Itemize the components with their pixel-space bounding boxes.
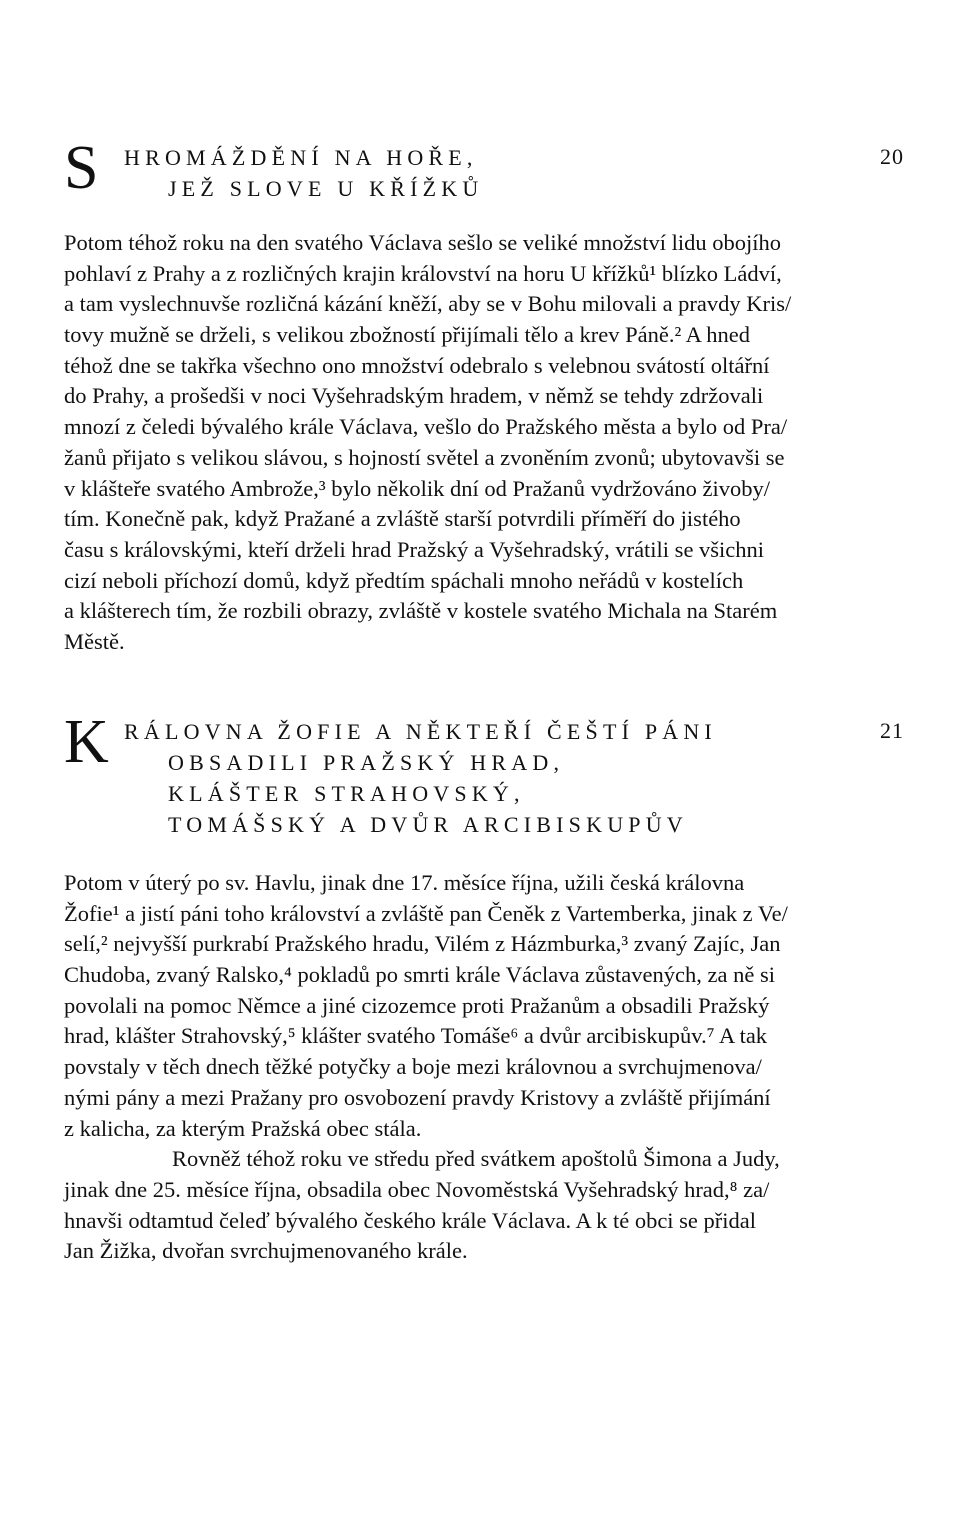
text-line: mnozí z čeledi bývalého krále Václava, vešlo do Pražského města a bylo od Pra/	[64, 414, 788, 440]
chapter-number: 20	[880, 144, 904, 169]
text-line: hrad, klášter Strahovský,⁵ klášter svatého Tomáše⁶ a dvůr arcibiskupův.⁷ A tak	[64, 1023, 768, 1049]
text-line: tovy mužně se drželi, s velikou zbožností přijímali tělo a krev Páně.² A hned	[64, 322, 750, 348]
chapter-title-line: TOMÁŠSKÝ A DVŮR ARCIBISKUPŮV	[168, 812, 688, 837]
text-line: žanů přijato s velikou slávou, s hojností světel a zvoněním zvonů; ubytovavši se	[64, 444, 785, 470]
text-line: do Prahy, a prošedši v noci Vyšehradským hradem, v němž se tehdy zdržovali	[64, 383, 764, 409]
text-line: Potom v úterý po sv. Havlu, jinak dne 17. měsíce října, užili česká královna	[64, 870, 745, 895]
chapter-title-line: RÁLOVNA ŽOFIE A NĚKTEŘÍ ČEŠTÍ PÁNI	[124, 719, 717, 744]
text-line: povolali na pomoc Němce a jiné cizozemce proti Pražanům a obsadili Pražský	[64, 992, 770, 1018]
chapter-21	[64, 708, 904, 1267]
text-line: tím. Konečně pak, když Pražané a zvláště starší potvrdili příměří do jistého	[64, 506, 741, 532]
text-line: času s královskými, kteří drželi hrad Pražský a Vyšehradský, vrátili se všichni	[64, 536, 765, 562]
text-line: Rovněž téhož roku ve středu před svátkem apoštolů Šimona a Judy,	[172, 1146, 780, 1172]
text-line: Jan Žižka, dvořan svrchujmenovaného krále.	[64, 1238, 468, 1264]
text-line: Žofie¹ a jistí páni toho království a zvláště pan Čeněk z Vartemberka, jinak z Ve/	[64, 900, 788, 926]
text-line: nými pány a mezi Pražany pro osvobození pravdy Kristovy a zvláště přijímání	[64, 1084, 771, 1110]
text-line: a klášterech tím, že rozbili obrazy, zvláště v kostele svatého Michala na Starém	[64, 598, 778, 624]
text-line: jinak dne 25. měsíce října, obsadila obec Novoměstská Vyšehradský hrad,⁸ za/	[64, 1176, 770, 1202]
text-line: téhož dne se takřka všechno ono množství odebralo s velebnou svátostí oltářní	[64, 352, 770, 378]
text-line: v klášteře svatého Ambrože,³ bylo několik dní od Pražanů vydržováno živoby/	[64, 475, 770, 501]
text-line: selí,² nejvyšší purkrabí Pražského hradu, Vilém z Házmburka,³ zvaný Zajíc, Jan	[64, 931, 781, 957]
chapter-number: 21	[880, 718, 904, 743]
chapter-heading	[64, 708, 904, 844]
chapter-body	[64, 868, 904, 1267]
text-line: z kalicha, za kterým Pražská obec stála.	[64, 1115, 422, 1141]
text-line: cizí neboli příchozí domů, když předtím spáchali mnoho neřádů v kostelích	[64, 567, 744, 593]
text-line: Chudoba, zvaný Ralsko,⁴ pokladů po smrti krále Václava zůstavených, za ně si	[64, 962, 775, 988]
text-line: pohlaví z Prahy a z rozličných krajin království na horu U křížků¹ blízko Ládví,	[64, 260, 782, 286]
chapter-body	[64, 228, 904, 658]
chapter-title-line: HROMÁŽDĚNÍ NA HOŘE,	[124, 145, 478, 170]
chapter-title-line: JEŽ SLOVE U KŘÍŽKŮ	[168, 176, 484, 201]
text-line: Potom téhož roku na den svatého Václava sešlo se veliké množství lidu obojího	[64, 230, 781, 255]
text-line: povstaly v těch dnech těžké potyčky a boje mezi královnou a svrchujmenova/	[64, 1054, 762, 1080]
chapter-heading	[64, 134, 904, 202]
chapter-title-line: OBSADILI PRAŽSKÝ HRAD,	[168, 750, 565, 775]
drop-cap: K	[64, 708, 109, 776]
chapter-title	[124, 716, 717, 840]
text-line: a tam vyslechnuvše rozličná kázání kněží, aby se v Bohu milovali a pravdy Kris/	[64, 291, 792, 317]
drop-cap: S	[64, 134, 99, 202]
chapter-20	[64, 134, 904, 658]
chapter-title-line: KLÁŠTER STRAHOVSKÝ,	[168, 781, 525, 806]
text-line: Městě.	[64, 628, 125, 654]
chapter-title	[124, 142, 483, 204]
text-line: hnavši odtamtud čeleď bývalého českého krále Václava. A k té obci se přidal	[64, 1207, 757, 1233]
